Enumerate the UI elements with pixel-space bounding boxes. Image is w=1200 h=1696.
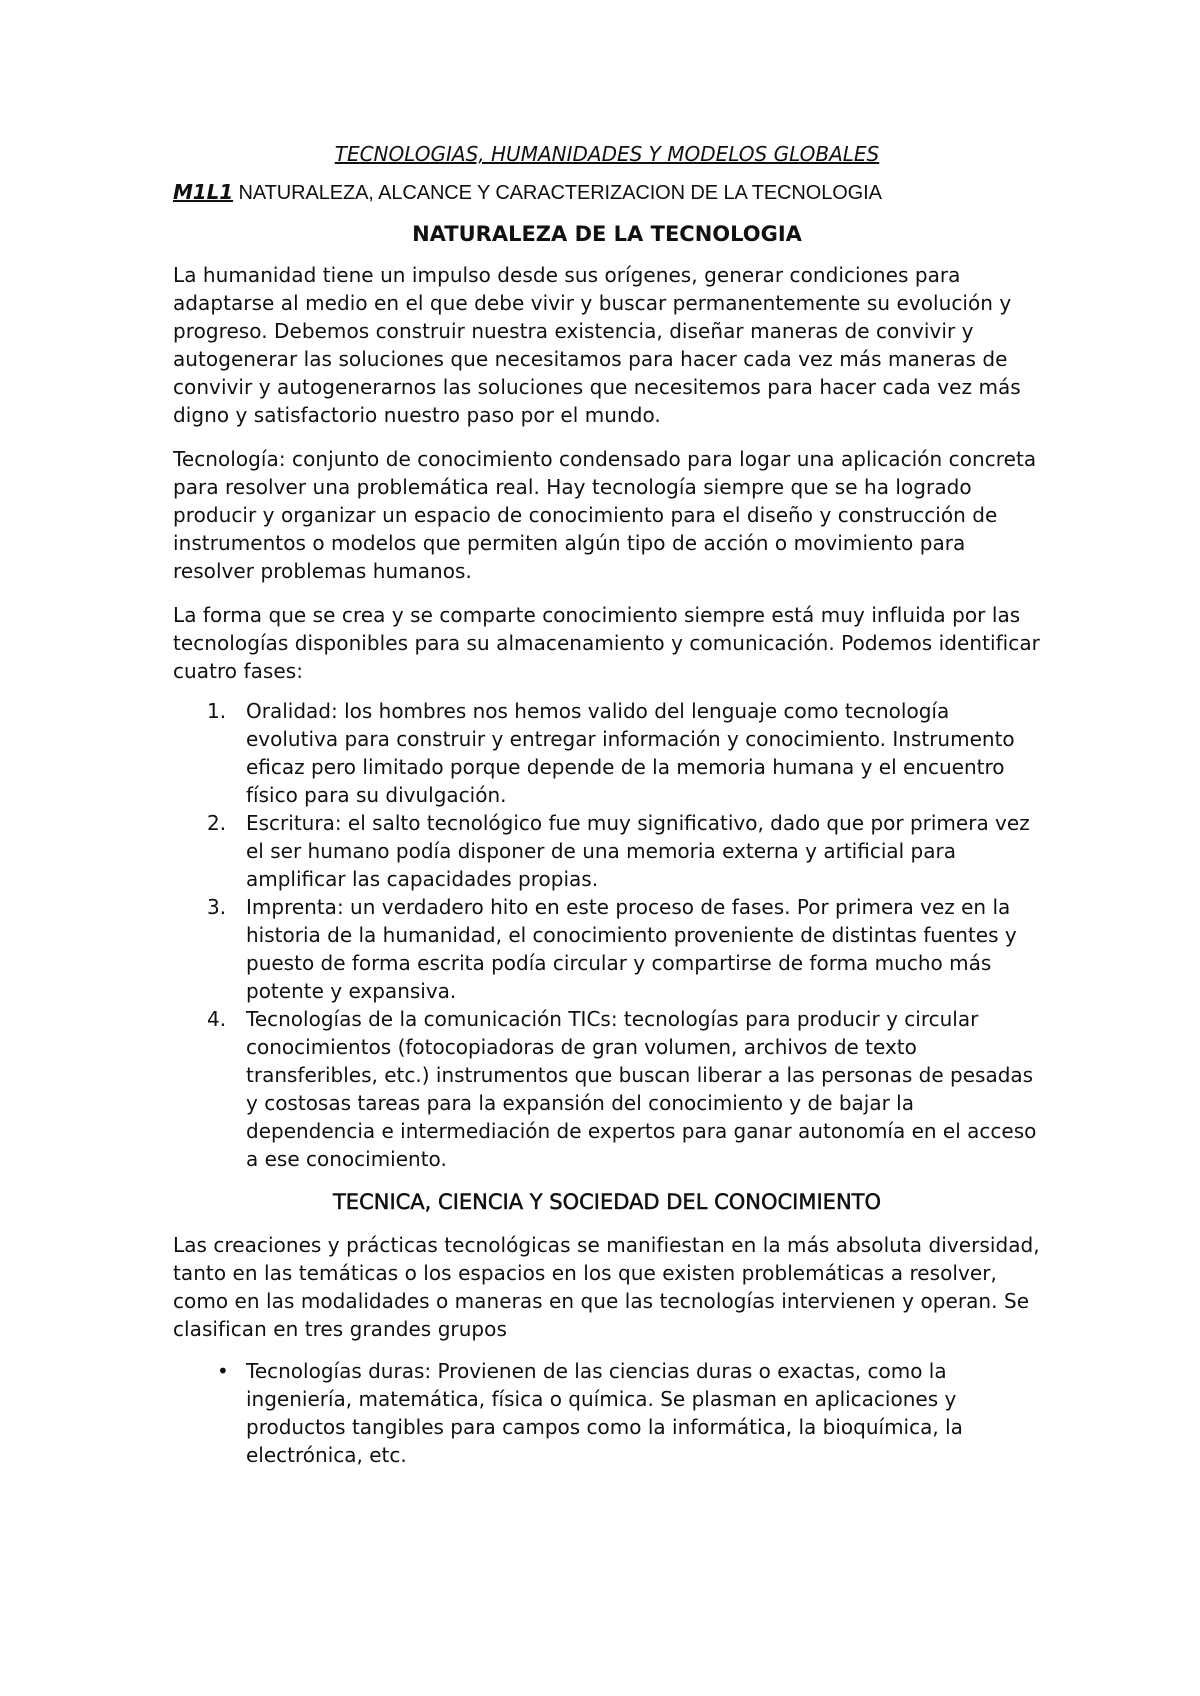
bullet-icon: • bbox=[217, 1359, 229, 1383]
paragraph-tecnologia-definicion: Tecnología: conjunto de conocimiento condensado para logar una aplicación concreta para resolver una problemática real. Hay tecnología siempre que se ha logrado producir y organizar un espacio de conocimiento para el diseño y construcción de instrumentos o modelos que permiten algún tipo de acción o movimiento para resolver problemas humanos. bbox=[173, 447, 1037, 583]
list-number: 4. bbox=[207, 1007, 227, 1031]
list-number: 2. bbox=[207, 811, 227, 835]
paragraph-fases-intro: La forma que se crea y se comparte conocimiento siempre está muy influida por las tecnologías disponibles para su almacenamiento y comunicación. Podemos identificar cuatro fases: bbox=[173, 603, 1040, 683]
paragraph-humanidad: La humanidad tiene un impulso desde sus orígenes, generar condiciones para adaptarse al medio en el que debe vivir y buscar permanentemente su evolución y progreso. Debemos construir nuestra existencia, diseñar maneras de convivir y autogenerar las soluciones que necesitamos para hacer cada vez más maneras de convivir y autogenerarnos las soluciones que necesitemos para hacer cada vez más digno y satisfactorio nuestro paso por el mundo. bbox=[173, 263, 1021, 427]
lesson-code: M1L1 bbox=[173, 180, 234, 204]
list-item bbox=[173, 1357, 1041, 1469]
list-item-text: Tecnologías de la comunicación TICs: tecnologías para producir y circular conocimientos (fotocopiadoras de gran volumen, archivos de texto transferibles, etc.) instrumentos que buscan liberar a las personas de pesadas y costosas tareas para la expansión del conocimiento y de bajar la dependencia e intermediación de expertos para ganar autonomía en el acceso a ese conocimiento. bbox=[246, 1007, 1037, 1171]
list-item-text: Oralidad: los hombres nos hemos valido del lenguaje como tecnología evolutiva para construir y entregar información y conocimiento. Instrumento eficaz pero limitado porque depende de la memoria humana y el encuentro físico para su divulgación. bbox=[246, 699, 1015, 807]
list-item-text: Escritura: el salto tecnológico fue muy significativo, dado que por primera vez el ser humano podía disponer de una memoria externa y artificial para amplificar las capacidades propias. bbox=[246, 811, 1030, 891]
section-heading-naturaleza: NATURALEZA DE LA TECNOLOGIA bbox=[412, 222, 802, 246]
list-item bbox=[173, 697, 1041, 809]
list-item bbox=[173, 809, 1041, 893]
list-item bbox=[173, 1005, 1041, 1173]
list-item-text: Tecnologías duras: Provienen de las ciencias duras o exactas, como la ingeniería, matemática, física o química. Se plasman en aplicaciones y productos tangibles para campos como la informática, la bioquímica, la electrónica, etc. bbox=[246, 1359, 963, 1467]
phases-list bbox=[173, 697, 1041, 1173]
list-item-text: Imprenta: un verdadero hito en este proceso de fases. Por primera vez en la historia de la humanidad, el conocimiento proveniente de distintas fuentes y puesto de forma escrita podía circular y compartirse de forma mucho más potente y expansiva. bbox=[246, 895, 1017, 1003]
section-heading-tecnica: TECNICA, CIENCIA Y SOCIEDAD DEL CONOCIMIENTO bbox=[332, 1190, 882, 1214]
technology-types-list bbox=[173, 1357, 1041, 1469]
list-number: 3. bbox=[207, 895, 227, 919]
lesson-subtitle bbox=[173, 178, 1041, 207]
paragraph-creaciones: Las creaciones y prácticas tecnológicas se manifiestan en la más absoluta diversidad, tanto en las temáticas o los espacios en los que existen problemáticas a resolver, como en las modalidades o maneras en que las tecnologías intervienen y operan. Se clasifican en tres grandes grupos bbox=[173, 1233, 1040, 1341]
document-body bbox=[173, 140, 1041, 1483]
document-title: TECNOLOGIAS, HUMANIDADES Y MODELOS GLOBALES bbox=[334, 142, 880, 166]
list-item bbox=[173, 893, 1041, 1005]
lesson-subtitle-text: NATURALEZA, ALCANCE Y CARACTERIZACION DE LA TECNOLOGIA bbox=[233, 182, 882, 204]
list-number: 1. bbox=[207, 699, 227, 723]
